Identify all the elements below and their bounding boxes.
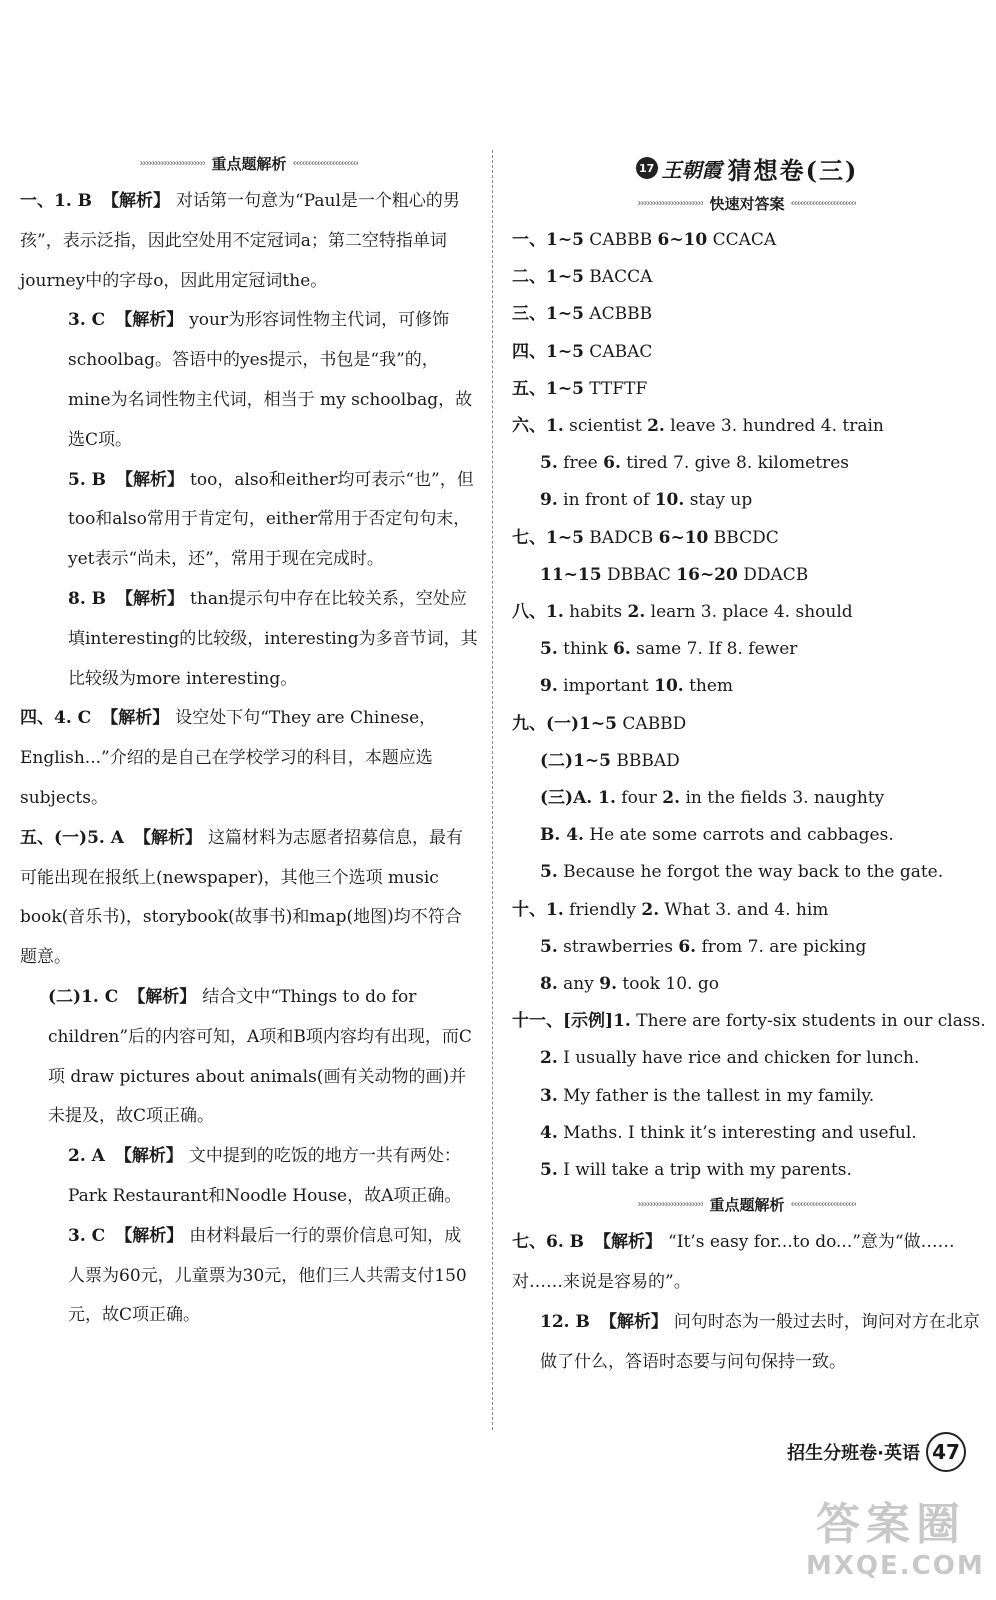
answer-line xyxy=(512,1152,982,1189)
answer-text: learn 3. place 4. should xyxy=(645,602,853,623)
answer-line xyxy=(512,631,982,668)
answer-line xyxy=(512,1115,982,1152)
chevron-decoration-left: ›››››››››››››››››››››› xyxy=(637,197,704,209)
analysis-item xyxy=(20,699,478,818)
analysis-item xyxy=(20,1137,478,1217)
answer-text: BBCDC xyxy=(708,527,779,548)
analysis-tag: 【解析】 xyxy=(116,469,185,490)
answer-text: Maths. I think it’s interesting and useful. xyxy=(557,1122,917,1143)
answer-key-list xyxy=(512,222,986,1189)
answer-label: 9. xyxy=(599,974,617,995)
answer-text: BBBAD xyxy=(611,750,680,771)
series-logo-badge: 17 xyxy=(636,157,658,179)
answer-text: DDACB xyxy=(737,564,809,585)
answer-line xyxy=(512,668,982,705)
answer-text: BADCB xyxy=(583,527,659,548)
answer-text: CABBB xyxy=(583,230,658,250)
answer-line xyxy=(512,929,982,966)
analysis-item xyxy=(512,1303,982,1383)
answer-label: 6~10 xyxy=(658,527,709,548)
chevron-decoration-left: ›››››››››››››››››››››› xyxy=(139,157,206,169)
answer-text: He ate some carrots and cabbages. xyxy=(583,825,894,846)
answer-text: free xyxy=(557,453,604,474)
answer-line xyxy=(512,408,982,445)
analysis-text: 设空处下句“They are Chinese，English...”介绍的是自己在学校学习的科目，本题应选subjects。 xyxy=(20,708,437,808)
answer-label: 十、1. xyxy=(512,899,564,920)
analysis-item xyxy=(512,1223,982,1303)
analysis-text: 对话第一句意为“Paul是一个粗心的男孩”，表示泛指，因此空处用不定冠词a；第二空特指单词journey中的字母o，因此用定冠词the。 xyxy=(20,191,460,291)
answer-line xyxy=(512,222,982,259)
analysis-item xyxy=(20,461,478,580)
answer-label: 5. xyxy=(540,936,558,957)
answer-line xyxy=(512,259,982,296)
answer-label: B. 4. xyxy=(540,825,584,846)
answer-label: 2. xyxy=(662,788,681,809)
analysis-text: your为形容词性物主代词，可修饰schoolbag。答语中的yes提示，书包是“我”的，mine为名词性物主代词，相当于 my schoolbag，故选C项。 xyxy=(68,310,473,450)
brand-name: 王朝霞 xyxy=(661,157,722,182)
analysis-tag: 【解析】 xyxy=(101,708,170,729)
answer-label: 七、1~5 xyxy=(512,527,584,548)
answer-line xyxy=(512,594,982,631)
answer-label: 三、1~5 xyxy=(512,304,584,325)
answer-label: 6. xyxy=(603,453,621,474)
analysis-text: too，also和either均可表示“也”，但too和also常用于肯定句，either常用于否定句句末，yet表示“尚未，还”，常用于现在完成时。 xyxy=(68,469,474,570)
answer-label: (三)A. 1. xyxy=(540,788,616,809)
answer-line xyxy=(512,743,982,780)
analysis-text: 由材料最后一行的票价信息可知，成人票为60元，儿童票为30元，他们三人共需支付150元，故C项正确。 xyxy=(68,1225,467,1326)
analysis-tag: 【解析】 xyxy=(116,588,185,609)
watermark-line2: MXQE.COM xyxy=(806,1551,985,1581)
answer-label: 2. xyxy=(641,899,660,920)
left-analysis-list xyxy=(20,182,478,1336)
question-number: 一、1. B xyxy=(20,191,93,211)
answer-line xyxy=(512,371,982,408)
answer-line xyxy=(512,296,982,333)
answer-line xyxy=(512,966,982,1003)
answer-label: 9. xyxy=(540,490,558,511)
answer-line xyxy=(512,892,982,929)
analysis-item xyxy=(20,580,478,699)
question-number: 3. C xyxy=(68,1225,106,1246)
answer-line xyxy=(512,706,982,743)
answer-text: same 7. If 8. fewer xyxy=(630,639,798,660)
question-number: (二)1. C xyxy=(48,986,119,1007)
answer-text: What 3. and 4. him xyxy=(659,899,829,920)
question-number: 3. C xyxy=(68,310,106,331)
answer-label: 一、1~5 xyxy=(512,230,584,250)
chevron-decoration-right: ‹‹‹‹‹‹‹‹‹‹‹‹‹‹‹‹‹‹‹‹‹‹ xyxy=(790,1198,857,1210)
question-number: 8. B xyxy=(68,588,107,609)
paper-title-text: 猜想卷(三) xyxy=(727,155,859,185)
answer-label: 9. xyxy=(540,676,558,697)
analysis-text: 这篇材料为志愿者招募信息，最有可能出现在报纸上(newspaper)，其他三个选项 music book(音乐书)，storybook(故事书)和map(地图)均不符合题意。 xyxy=(20,827,463,968)
answer-label: 2. xyxy=(647,416,665,437)
question-number: 2. A xyxy=(68,1146,105,1167)
analysis-text: than提示句中存在比较关系，空处应填interesting的比较级，interesting为多音节词，其比较级为more interesting。 xyxy=(68,588,478,689)
question-number: 5. B xyxy=(68,469,107,490)
left-section-title: 重点题解析 xyxy=(211,154,287,173)
answer-line xyxy=(512,1078,982,1115)
answer-line xyxy=(512,1003,986,1040)
answer-text: CCACA xyxy=(707,230,777,250)
analysis-text: “It’s easy for...to do...”意为“做……对……来说是容易的”。 xyxy=(512,1232,955,1293)
answer-text: tired 7. give 8. kilometres xyxy=(620,453,849,474)
answer-text: My father is the tallest in my family. xyxy=(557,1085,875,1106)
answer-label: 二、1~5 xyxy=(512,267,584,288)
analysis-item xyxy=(20,978,478,1137)
answer-label: 6. xyxy=(613,639,631,660)
answer-label: 2. xyxy=(540,1048,558,1069)
analysis-item xyxy=(20,1217,478,1336)
answer-text: them xyxy=(683,676,734,697)
left-section-header xyxy=(20,150,478,176)
answer-label: 5. xyxy=(540,639,558,660)
answer-text: habits xyxy=(563,602,628,623)
answer-text: CABBD xyxy=(617,713,687,734)
answer-label: 4. xyxy=(540,1122,558,1143)
footer-book-title: 招生分班卷·英语 xyxy=(787,1443,920,1464)
question-number: 五、(一)5. A xyxy=(20,827,124,848)
analysis-tag: 【解析】 xyxy=(114,1146,183,1167)
question-number: 四、4. C xyxy=(20,708,92,729)
right-analysis-list xyxy=(512,1223,982,1382)
analysis-tag: 【解析】 xyxy=(115,310,184,331)
answer-text: any xyxy=(557,974,600,995)
answers-section-header xyxy=(512,190,982,216)
answer-line xyxy=(512,445,982,482)
answer-text: There are forty-six students in our class. xyxy=(630,1011,986,1032)
answer-label: 10. xyxy=(654,490,685,511)
answer-line xyxy=(512,780,982,817)
answer-label: 九、(一)1~5 xyxy=(512,713,617,734)
answer-text: I will take a trip with my parents. xyxy=(557,1160,852,1181)
analysis-text: 问句时态为一般过去时，询问对方在北京做了什么，答语时态要与问句保持一致。 xyxy=(540,1311,980,1372)
analysis-tag: 【解析】 xyxy=(133,827,202,848)
answer-text: in the fields 3. naughty xyxy=(680,788,885,809)
answer-text: scientist xyxy=(563,416,648,437)
analysis-item xyxy=(20,182,478,301)
analysis-tag: 【解析】 xyxy=(594,1232,663,1253)
answer-label: 6. xyxy=(678,936,697,957)
answer-text: in front of xyxy=(557,490,655,511)
answer-label: 5. xyxy=(540,862,558,883)
answer-text: from 7. are picking xyxy=(696,936,867,957)
answer-text: DBBAC xyxy=(601,564,677,585)
answer-text: took 10. go xyxy=(617,974,719,995)
answer-line xyxy=(512,1040,982,1077)
page-footer xyxy=(787,1432,966,1472)
answers-section-title: 快速对答案 xyxy=(709,194,785,213)
analysis-item xyxy=(20,819,478,978)
answer-line xyxy=(512,520,982,557)
chevron-decoration-right: ‹‹‹‹‹‹‹‹‹‹‹‹‹‹‹‹‹‹‹‹‹‹ xyxy=(292,157,359,169)
answer-text: strawberries xyxy=(557,936,679,957)
answer-text: four xyxy=(615,788,663,809)
answer-label: 八、1. xyxy=(512,602,564,623)
answer-label: 6~10 xyxy=(657,230,708,250)
analysis-tag: 【解析】 xyxy=(102,191,171,211)
answer-line xyxy=(512,482,982,519)
answer-label: 四、1~5 xyxy=(512,341,584,362)
answer-line xyxy=(512,854,982,891)
answer-text: Because he forgot the way back to the gate. xyxy=(557,862,944,883)
answer-label: 3. xyxy=(540,1085,558,1106)
answer-text: friendly xyxy=(563,899,642,920)
answer-line xyxy=(512,334,982,371)
analysis-item xyxy=(20,301,478,460)
analysis-tag: 【解析】 xyxy=(128,986,197,1007)
answer-label: 六、1. xyxy=(512,416,564,437)
question-number: 七、6. B xyxy=(512,1232,585,1253)
paper-title xyxy=(512,150,982,186)
answer-text: CABAC xyxy=(583,341,653,362)
analysis-text: 文中提到的吃饭的地方一共有两处：Park Restaurant和Noodle House，故A项正确。 xyxy=(68,1146,462,1206)
answer-label: 十一、[示例]1. xyxy=(512,1011,631,1032)
answer-line xyxy=(512,557,982,594)
chevron-decoration-left: ›››››››››››››››››››››› xyxy=(637,1198,704,1210)
answer-label: 16~20 xyxy=(676,564,738,585)
right-analysis-header xyxy=(512,1191,982,1217)
answer-label: 11~15 xyxy=(540,564,602,585)
answer-label: 五、1~5 xyxy=(512,378,584,399)
question-number: 12. B xyxy=(540,1311,590,1332)
answer-label: 8. xyxy=(540,974,558,995)
answer-text: TTFTF xyxy=(583,378,648,399)
chevron-decoration-right: ‹‹‹‹‹‹‹‹‹‹‹‹‹‹‹‹‹‹‹‹‹‹ xyxy=(790,197,857,209)
right-analysis-title: 重点题解析 xyxy=(709,1195,785,1214)
answer-text: important xyxy=(557,676,655,697)
answer-label: (二)1~5 xyxy=(540,750,611,771)
right-column xyxy=(512,150,986,1382)
answer-text: think xyxy=(557,639,614,660)
left-column xyxy=(20,150,478,1336)
answer-label: 10. xyxy=(654,676,684,697)
page-number: 47 xyxy=(926,1432,966,1472)
analysis-text: 结合文中“Things to do for children”后的内容可知，A项和B项内容均有出现，而C项 draw pictures about animals(画有关动物的画)并未提及，故C项正确。 xyxy=(48,986,472,1127)
answer-text: stay up xyxy=(684,490,753,511)
watermark-logo xyxy=(806,1499,985,1592)
answer-label: 5. xyxy=(540,453,558,474)
answer-text: ACBBB xyxy=(583,304,653,325)
answer-line xyxy=(512,817,982,854)
analysis-tag: 【解析】 xyxy=(599,1311,668,1332)
answer-text: BACCA xyxy=(583,267,653,288)
answer-text: leave 3. hundred 4. train xyxy=(664,416,884,437)
answer-label: 5. xyxy=(540,1160,558,1181)
answer-label: 2. xyxy=(627,602,646,623)
answer-text: I usually have rice and chicken for lunch. xyxy=(557,1048,920,1069)
watermark-line1: 答案圈 xyxy=(816,1499,966,1550)
column-divider xyxy=(492,150,493,1430)
analysis-tag: 【解析】 xyxy=(115,1225,184,1246)
